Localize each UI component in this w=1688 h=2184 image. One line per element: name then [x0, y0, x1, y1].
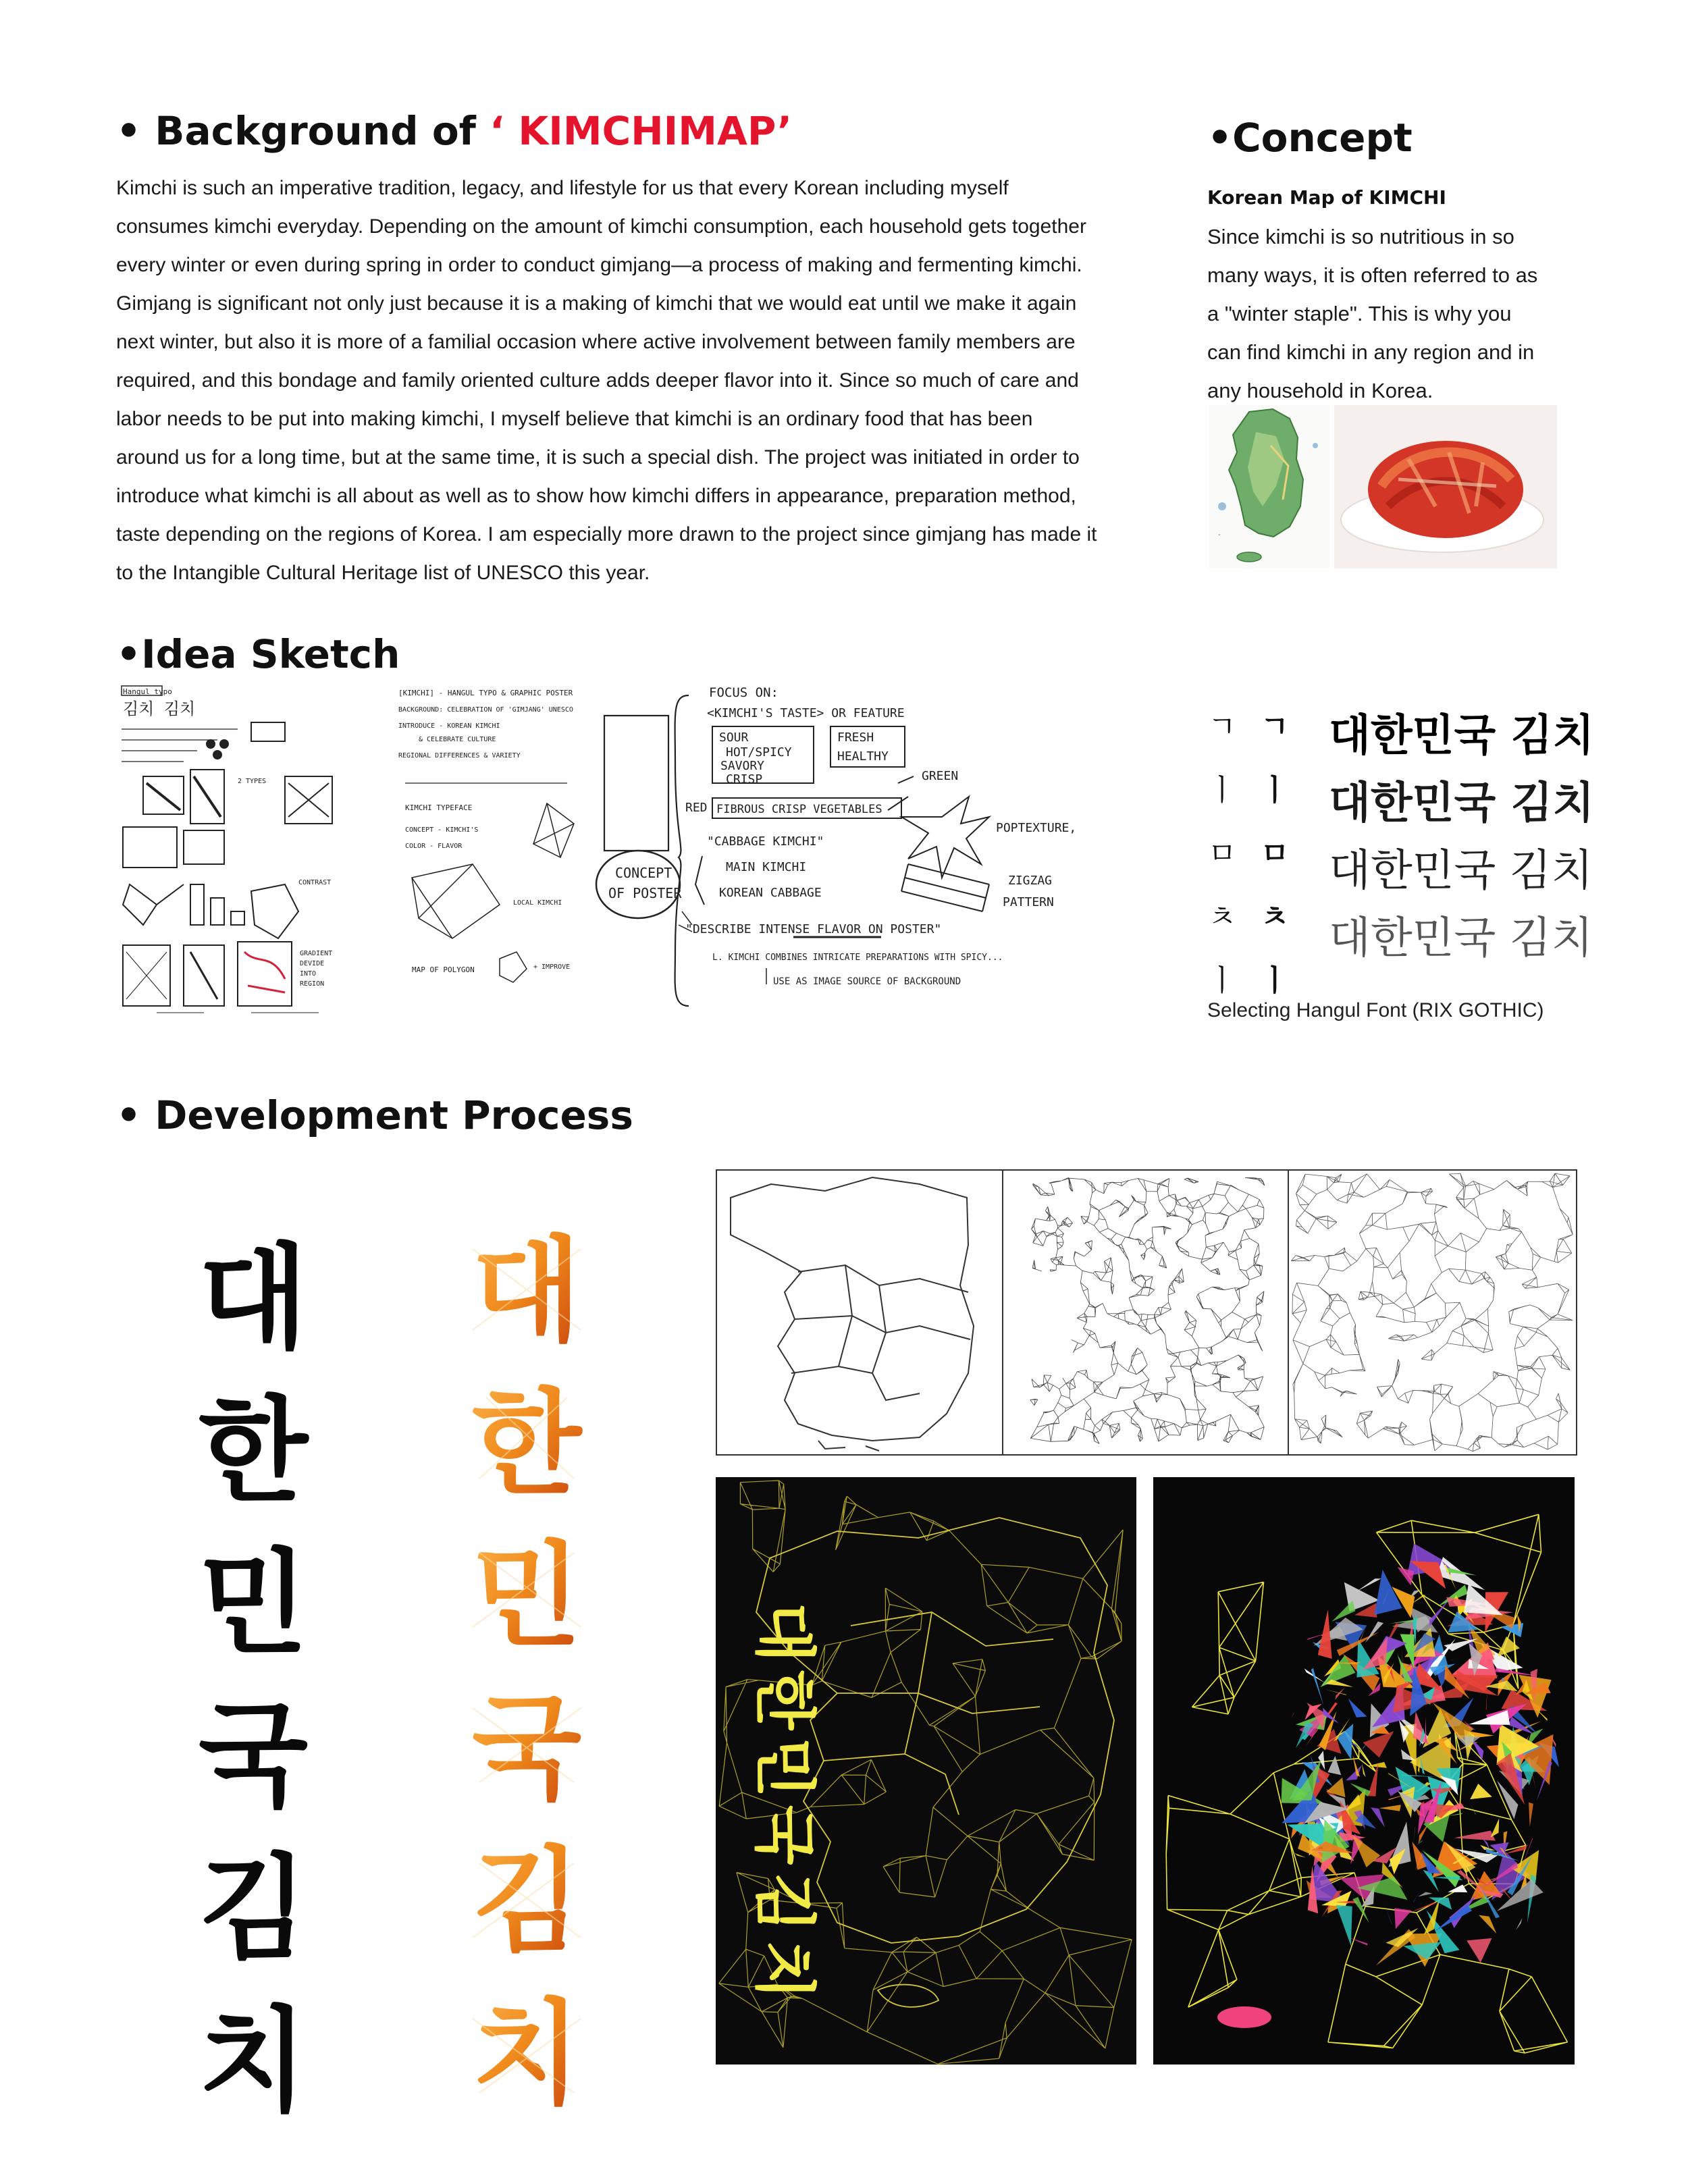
paragraph-line: consumes kimchi everyday. Depending on the amount of kimchi consumption, each household gets together [116, 215, 1086, 238]
pop-texture-label: POPTEXTURE, [996, 821, 1077, 835]
orange-syllable: 치 [471, 1988, 582, 2120]
orange-syllable: 김 [471, 1835, 582, 1967]
poster-syllable: 김 [748, 1872, 820, 1933]
sketch-introduce-note: INTRODUCE - KOREAN KIMCHI [398, 722, 500, 730]
svg-text:INTO: INTO [300, 970, 317, 978]
paragraph-line: introduce what kimchi is all about as well as to show how kimchi differs in appearance, preparation method, [116, 485, 1076, 507]
jamo: ㄱ [1207, 710, 1237, 744]
jamo: ㅣ [1207, 773, 1237, 807]
paragraph-line: required, and this bondage and family oriented culture adds deeper flavor into it. Since so much of care and [116, 369, 1079, 392]
hot-spicy-label: HOT/SPICY [726, 745, 792, 760]
concept-line: a "winter staple". This is why you [1207, 302, 1512, 325]
fibrous-label: FIBROUS CRISP VEGETABLES [716, 803, 882, 816]
concept-line: any household in Korea. [1207, 379, 1433, 402]
vertical-title-black [196, 1222, 311, 2137]
use-as-label: USE AS IMAGE SOURCE OF BACKGROUND [773, 976, 961, 987]
cabbage-kimchi-label: "CABBAGE KIMCHI" [707, 834, 824, 849]
jamo: ㄱ [1260, 710, 1290, 744]
paragraph-line: Gimjang is significant not only just because it is a making of kimchi that we would eat until we make it again [116, 292, 1077, 315]
poster-syllable: 치 [748, 1940, 820, 2000]
svg-text:CONTRAST: CONTRAST [298, 879, 332, 886]
concept-line: Since kimchi is so nutritious in so [1207, 225, 1514, 248]
colorful-polygons [1217, 1543, 1559, 2028]
sketch-improve-note: + IMPROVE [533, 963, 571, 971]
background-paragraph [116, 169, 1176, 592]
development-heading: • Development Process [116, 1092, 633, 1138]
sketch-page-3 [591, 682, 1185, 1016]
sketch-concept-note: CONCEPT - KIMCHI'S [405, 826, 479, 834]
paragraph-line: around us for a long time, but at the same time, it is such a special dish. The project was initiated in order to [116, 446, 1080, 469]
map-wide-mesh [1291, 1173, 1573, 1451]
paragraph-line: every winter or even during spring in order to conduct gimjang—a process of making and fermenting kimchi. [116, 254, 1082, 276]
focus-on-label: FOCUS ON: [709, 685, 779, 700]
svg-text:REGION: REGION [300, 980, 325, 988]
font-sample-regular: 대한민국 김치 [1329, 846, 1593, 896]
poster-syllable: 한 [748, 1670, 820, 1730]
background-heading [116, 108, 792, 154]
jamo-column-left [1202, 695, 1242, 1013]
orange-syllable: 한 [471, 1377, 582, 1510]
sketch-background-note: BACKGROUND: CELEBRATION OF 'GIMJANG' UNESCO [398, 706, 573, 714]
jamo: ㅣ [1260, 963, 1290, 998]
black-syllable: 한 [198, 1385, 309, 1517]
font-sample-light: 대한민국 김치 [1329, 913, 1593, 963]
black-syllable: 대 [198, 1232, 309, 1364]
svg-text:GRADIENT: GRADIENT [300, 950, 333, 957]
kimchimap-title: ‘ KIMCHIMAP’ [490, 108, 793, 154]
paragraph-line: next winter, but also it is more of a familial occasion where active involvement between family members are [116, 331, 1076, 353]
sour-label: SOUR [719, 730, 749, 745]
green-label: GREEN [922, 769, 959, 783]
concept-line: can find kimchi in any region and in [1207, 340, 1535, 364]
jamo: ㅊ [1260, 900, 1290, 934]
font-samples [1329, 702, 1594, 972]
orange-syllable: 대 [471, 1225, 582, 1357]
orange-syllable: 민 [471, 1530, 582, 1662]
jeju-island [1217, 2006, 1271, 2028]
sketch-celebrate-note: & CELEBRATE CULTURE [419, 736, 496, 743]
vertical-title-orange [459, 1222, 594, 2140]
sketch-typeface-note: KIMCHI TYPEFACE [405, 803, 473, 812]
poster-syllable: 국 [748, 1805, 820, 1865]
sketch-map-polygon-note: MAP OF POLYGON [412, 965, 475, 974]
black-syllable: 민 [198, 1537, 309, 1670]
red-label: RED [685, 801, 708, 815]
sketch-color-note: COLOR - FLAVOR [405, 843, 463, 850]
svg-text:LOCAL KIMCHI: LOCAL KIMCHI [513, 899, 562, 907]
concept-heading: •Concept [1207, 115, 1413, 161]
map-triangulated-mesh [1030, 1177, 1265, 1443]
paragraph-line: to the Intangible Cultural Heritage list of UNESCO this year. [116, 562, 650, 584]
black-syllable: 치 [198, 1995, 309, 2127]
sketch-hangul-typo-note: [KIMCHI] - HANGUL TYPO & GRAPHIC POSTER [398, 689, 573, 697]
font-sample-heavy: 대한민국 김치 [1329, 711, 1595, 761]
jamo-column-right [1255, 695, 1295, 1013]
sketch-gimchi: 김치 김치 [123, 699, 196, 718]
font-sample-bold: 대한민국 김치 [1329, 778, 1595, 828]
zigzag-label: ZIGZAG [1008, 874, 1053, 888]
idea-sketch-heading: •Idea Sketch [116, 631, 400, 677]
paragraph-line: Kimchi is such an imperative tradition, legacy, and lifestyle for us that every Korean including myself [116, 177, 1009, 199]
main-kimchi-label: MAIN KIMCHI [726, 860, 807, 874]
sketch-hangul-typo: Hangul typo [123, 687, 172, 696]
concept-line: many ways, it is often referred to as [1207, 263, 1538, 287]
poster-syllable: 민 [748, 1737, 820, 1798]
jamo: ㅁ [1207, 836, 1237, 871]
sketch-regional-note: REGIONAL DIFFERENCES & VARIETY [398, 752, 521, 760]
background-heading-prefix: • Background of [116, 108, 490, 154]
svg-text:DEVIDE: DEVIDE [300, 960, 325, 967]
jamo: ㅣ [1207, 963, 1237, 998]
svg-text:-: - [1218, 531, 1221, 539]
jamo: ㅊ [1207, 900, 1237, 934]
korean-cabbage-label: KOREAN CABBAGE [719, 886, 822, 900]
korea-map-image [1209, 405, 1330, 568]
concept-paragraph [1207, 217, 1639, 410]
poster-yellow-mesh [716, 1477, 1136, 2065]
poster-colorful-map [1153, 1477, 1575, 2065]
concept-of-label: CONCEPT [615, 865, 672, 881]
savory-label: SAVORY [720, 759, 765, 773]
describe-flavor-label: "DESCRIBE INTENSE FLAVOR ON POSTER" [685, 922, 942, 936]
font-caption: Selecting Hangul Font (RIX GOTHIC) [1207, 999, 1544, 1021]
crisp-label: CRISP [726, 772, 763, 787]
concept-subheading: Korean Map of KIMCHI [1207, 186, 1446, 209]
pattern-label: PATTERN [1003, 895, 1054, 909]
sketch-page-2 [392, 682, 594, 1016]
jamo: ㅁ [1260, 836, 1290, 871]
kimchi-taste-label: <KIMCHI'S TASTE> OR FEATURE [707, 706, 905, 720]
sketch-page-1 [116, 682, 393, 1016]
combines-label: L. KIMCHI COMBINES INTRICATE PREPARATIONS WITH SPICY... [712, 953, 1003, 963]
paragraph-line: taste depending on the regions of Korea. I am especially more drawn to the project since gimjang has made it [116, 523, 1097, 545]
black-syllable: 김 [198, 1842, 309, 1975]
svg-text:2 TYPES: 2 TYPES [238, 778, 267, 785]
black-syllable: 국 [198, 1690, 309, 1822]
of-poster-label: OF POSTER [608, 885, 682, 901]
fresh-label: FRESH [837, 730, 874, 745]
poster-syllable: 대 [748, 1602, 820, 1663]
paragraph-line: labor needs to be put into making kimchi, I myself believe that kimchi is an ordinary food that has been [116, 408, 1033, 430]
map-outline-panels [716, 1169, 1577, 1456]
jamo: ㅣ [1260, 773, 1290, 807]
healthy-label: HEALTHY [837, 749, 889, 764]
kimchi-photo [1334, 405, 1557, 568]
orange-syllable: 국 [471, 1682, 582, 1815]
map-outline-regions [731, 1177, 974, 1451]
